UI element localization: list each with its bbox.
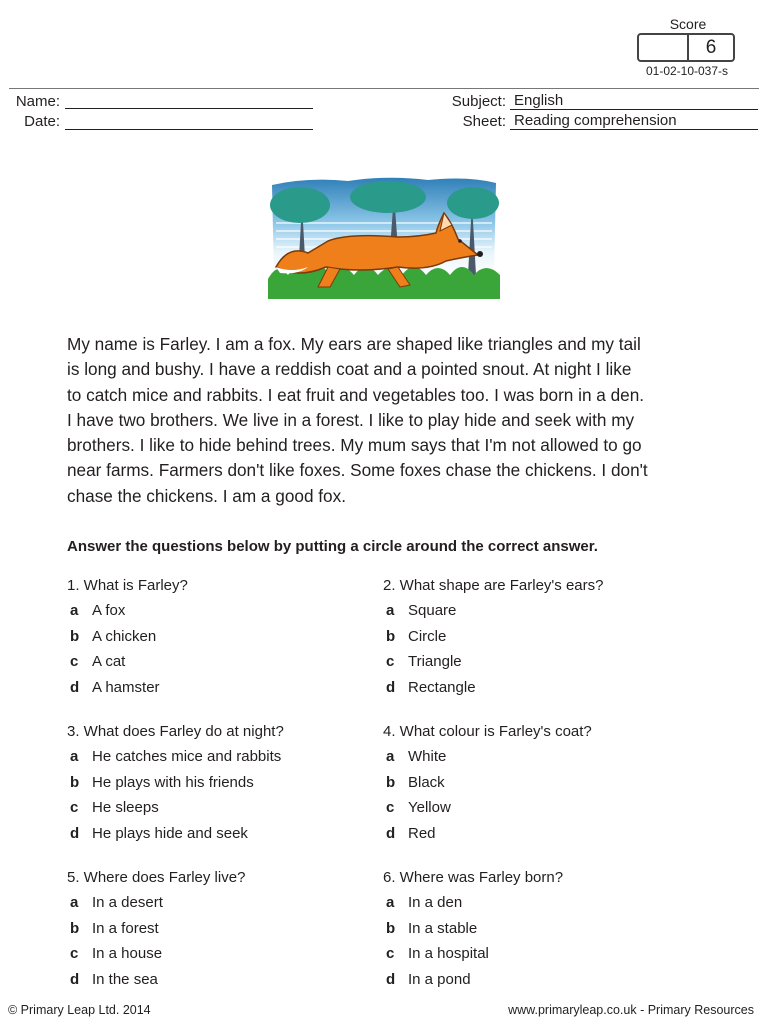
passage-line: chase the chickens. I am a good fox. <box>67 485 346 506</box>
name-label: Name: <box>15 93 60 110</box>
option-text: In the sea <box>92 970 158 988</box>
subject-value: English <box>514 92 564 109</box>
sheet-label: Sheet: <box>462 113 506 130</box>
option-text: In a desert <box>92 894 163 912</box>
question-4 <box>383 721 592 848</box>
question-6 <box>383 867 563 994</box>
option-letter: a <box>70 894 79 912</box>
answer-option[interactable] <box>383 600 603 625</box>
question-title: 2. What shape are Farley's ears? <box>383 577 604 594</box>
answer-option[interactable] <box>67 797 284 822</box>
passage-line: brothers. I like to hide behind trees. My mum says that I'm not allowed to go <box>67 435 642 456</box>
name-field[interactable] <box>65 108 313 109</box>
option-letter: b <box>70 919 80 937</box>
answer-option[interactable] <box>67 918 245 943</box>
option-letter: b <box>70 627 80 645</box>
date-field[interactable] <box>65 129 313 130</box>
option-text: In a stable <box>408 919 478 937</box>
option-text: Square <box>408 602 457 620</box>
option-text: Black <box>408 773 445 791</box>
option-letter: d <box>70 970 80 988</box>
option-letter: c <box>386 653 395 671</box>
answer-option[interactable] <box>383 651 603 676</box>
question-title: 6. Where was Farley born? <box>383 869 564 886</box>
answer-option[interactable] <box>67 626 188 651</box>
option-text: A chicken <box>92 627 157 645</box>
answer-option[interactable] <box>383 969 563 994</box>
option-letter: d <box>70 678 80 696</box>
option-letter: d <box>386 678 396 696</box>
subject-field <box>510 92 758 110</box>
question-title: 5. Where does Farley live? <box>67 869 246 886</box>
option-text: He plays with his friends <box>92 773 254 791</box>
answer-option[interactable] <box>67 600 188 625</box>
score-value: 6 <box>705 37 717 58</box>
copyright-text: © Primary Leap Ltd. 2014 <box>8 1003 151 1017</box>
question-3 <box>67 721 284 848</box>
option-text: A hamster <box>92 678 160 696</box>
option-letter: c <box>386 799 395 817</box>
option-text: A fox <box>92 602 126 620</box>
sheet-value: Reading comprehension <box>514 112 677 129</box>
answer-option[interactable] <box>383 677 603 702</box>
score-label: Score <box>669 16 707 32</box>
answer-option[interactable] <box>383 892 563 917</box>
option-letter: b <box>386 919 396 937</box>
answer-option[interactable] <box>67 969 245 994</box>
question-title: 3. What does Farley do at night? <box>67 723 284 740</box>
option-letter: a <box>70 602 79 620</box>
option-letter: d <box>386 970 396 988</box>
score-empty-cell <box>639 35 689 60</box>
option-letter: b <box>386 773 396 791</box>
option-text: In a hospital <box>408 945 489 963</box>
sheet-field <box>510 112 758 130</box>
option-letter: a <box>386 894 395 912</box>
instruction-text: Answer the questions below by putting a circle around the correct answer. <box>67 538 598 555</box>
option-text: He plays hide and seek <box>92 824 248 842</box>
option-text: He sleeps <box>92 799 159 817</box>
option-letter: a <box>386 602 395 620</box>
option-text: In a den <box>408 894 463 912</box>
fox-illustration <box>268 175 500 301</box>
answer-option[interactable] <box>383 918 563 943</box>
option-text: Yellow <box>408 799 451 817</box>
option-letter: c <box>70 653 79 671</box>
answer-option[interactable] <box>383 823 592 848</box>
answer-option[interactable] <box>383 746 592 771</box>
sheet-code: 01-02-10-037-s <box>645 64 729 78</box>
option-text: Red <box>408 824 436 842</box>
score-box <box>637 33 735 62</box>
answer-option[interactable] <box>383 772 592 797</box>
answer-option[interactable] <box>67 746 284 771</box>
answer-option[interactable] <box>67 677 188 702</box>
option-letter: c <box>386 945 395 963</box>
option-text: Rectangle <box>408 678 476 696</box>
question-1 <box>67 575 188 702</box>
option-letter: a <box>386 748 395 766</box>
passage-line: My name is Farley. I am a fox. My ears are shaped like triangles and my tail <box>67 334 641 354</box>
answer-option[interactable] <box>67 823 284 848</box>
question-2 <box>383 575 603 702</box>
question-title: 1. What is Farley? <box>67 577 188 594</box>
passage-line: is long and bushy. I have a reddish coat and a pointed snout. At night I like <box>67 359 632 380</box>
answer-option[interactable] <box>67 651 188 676</box>
answer-option[interactable] <box>67 943 245 968</box>
option-letter: d <box>386 824 396 842</box>
option-text: In a forest <box>92 919 159 937</box>
passage-line: to catch mice and rabbits. I eat fruit and vegetables too. I was born in a den. <box>67 384 645 405</box>
option-letter: c <box>70 945 79 963</box>
option-text: In a house <box>92 945 163 963</box>
option-letter: b <box>386 627 396 645</box>
passage-line: near farms. Farmers don't like foxes. Some foxes chase the chickens. I don't <box>67 460 648 481</box>
question-5 <box>67 867 245 994</box>
option-text: In a pond <box>408 970 471 988</box>
option-text: Circle <box>408 627 447 645</box>
option-text: White <box>408 748 447 766</box>
passage-line: I have two brothers. We live in a forest. I like to play hide and seek with my <box>67 409 635 430</box>
answer-option[interactable] <box>67 772 284 797</box>
option-text: Triangle <box>408 653 462 671</box>
date-label: Date: <box>24 113 60 130</box>
option-letter: d <box>70 824 80 842</box>
website-link[interactable]: www.primaryleap.co.uk - Primary Resources <box>508 1003 754 1017</box>
subject-label: Subject: <box>451 93 506 110</box>
question-title: 4. What colour is Farley's coat? <box>383 723 592 740</box>
header-divider <box>9 88 759 89</box>
option-letter: b <box>70 773 80 791</box>
answer-option[interactable] <box>383 626 603 651</box>
option-text: He catches mice and rabbits <box>92 748 282 766</box>
option-letter: c <box>70 799 79 817</box>
reading-passage <box>67 332 707 509</box>
answer-option[interactable] <box>383 943 563 968</box>
answer-option[interactable] <box>383 797 592 822</box>
option-letter: a <box>70 748 79 766</box>
option-text: A cat <box>92 653 126 671</box>
answer-option[interactable] <box>67 892 245 917</box>
